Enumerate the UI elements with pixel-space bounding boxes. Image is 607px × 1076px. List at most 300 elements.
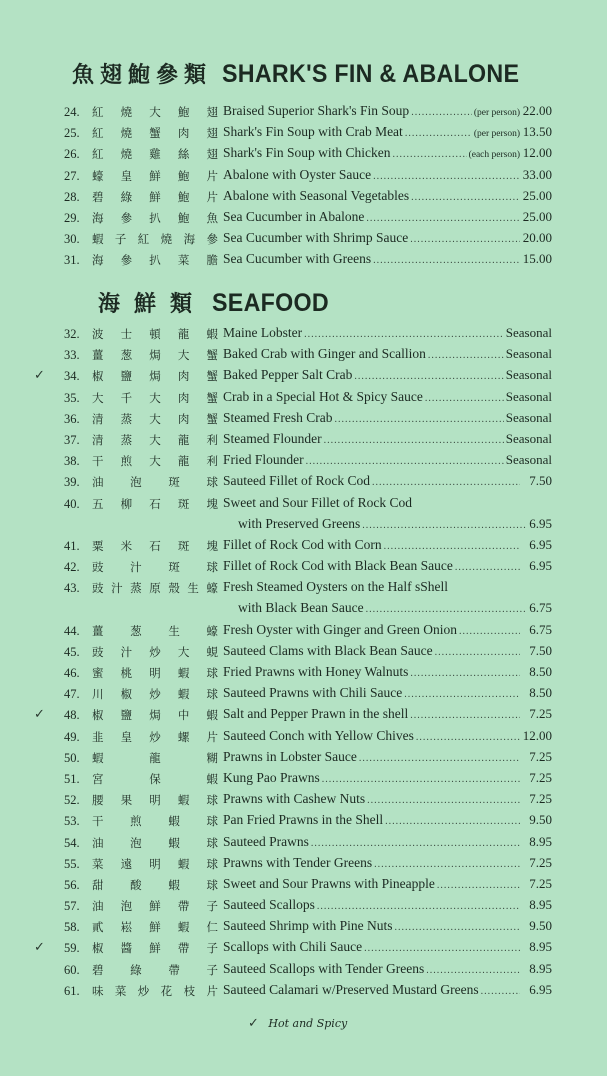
item-name-zh (92, 835, 218, 851)
item-line (223, 410, 552, 426)
item-price: 6.75 (529, 621, 552, 637)
zh-char: 宮 (92, 771, 104, 786)
item-name: Fillet of Rock Cod with Corn (223, 536, 382, 552)
zh-char: 大 (149, 432, 161, 447)
zh-char: 帶 (177, 899, 190, 914)
item-line-2 (238, 600, 552, 616)
zh-char: 汁 (111, 581, 123, 596)
menu-item (0, 981, 607, 1002)
item-name-zh (92, 856, 218, 872)
item-line (223, 103, 552, 119)
item-number: 42. (64, 560, 80, 575)
item-number: 56. (64, 877, 80, 892)
leader-dots (392, 149, 466, 160)
item-name: Sweet and Sour Prawns with Pineapple (223, 875, 435, 891)
item-price: 33.00 (522, 166, 552, 182)
menu-item (0, 557, 607, 578)
zh-char: 蝦 (177, 793, 190, 808)
zh-char: 菜 (177, 253, 190, 268)
section-title-zh: 魚翅鮑參類 (72, 62, 213, 88)
item-price: Seasonal (505, 388, 552, 404)
leader-dots (364, 943, 520, 954)
item-name-zh (92, 665, 218, 681)
item-price: 12.00 (522, 145, 552, 161)
zh-char: 菜 (114, 983, 127, 998)
item-name: Fresh Steamed Oysters on the Half sShell (223, 579, 448, 595)
item-line (223, 770, 552, 786)
item-name-zh (92, 432, 218, 448)
item-name: Sauteed Clams with Black Bean Sauce (223, 642, 433, 658)
item-name-zh (92, 792, 218, 808)
menu-item (0, 896, 607, 917)
item-name-zh (92, 813, 218, 829)
item-number: 51. (64, 771, 80, 786)
item-number: 37. (64, 432, 80, 447)
item-line (223, 855, 552, 871)
zh-char: 碧 (92, 962, 104, 977)
zh-char: 大 (177, 644, 190, 659)
menu-item (0, 684, 607, 705)
item-number: 29. (64, 210, 80, 225)
section-title-zh: 海鮮類 (98, 291, 207, 317)
item-name-zh (92, 962, 218, 978)
item-line (223, 685, 552, 701)
item-name-zh (92, 368, 218, 384)
item-name: Abalone with Oyster Sauce (223, 166, 372, 182)
zh-char: 燒 (120, 126, 133, 141)
zh-char: 斑 (177, 496, 190, 511)
item-name: Sauteed Shrimp with Pine Nuts (223, 918, 393, 934)
zh-char: 翅 (206, 147, 218, 162)
item-line (223, 982, 552, 998)
zh-char: 生 (168, 623, 180, 638)
zh-char: 焗 (149, 708, 161, 723)
item-line-2 (238, 516, 552, 532)
item-line (223, 728, 552, 744)
zh-char: 頓 (149, 327, 161, 341)
zh-char: 蝦 (177, 856, 190, 871)
item-line (223, 346, 552, 362)
zh-char: 肉 (177, 390, 190, 405)
menu-item (0, 875, 607, 896)
section-title-en: SHARK'S FIN & ABALONE (222, 60, 520, 88)
item-number: 47. (64, 687, 80, 702)
item-name-zh (92, 750, 218, 766)
zh-char: 韭 (92, 729, 104, 744)
zh-char: 石 (149, 496, 161, 511)
item-name: Sea Cucumber in Abalone (223, 208, 365, 224)
item-price: 6.95 (529, 558, 552, 574)
zh-char: 崧 (120, 920, 133, 935)
menu-item (0, 536, 607, 557)
zh-char: 大 (149, 411, 161, 426)
item-name-zh (92, 252, 218, 268)
menu-item (0, 451, 607, 472)
item-line (223, 622, 552, 638)
zh-char: 球 (206, 475, 218, 490)
leader-dots (324, 435, 504, 446)
leader-dots (317, 901, 520, 912)
zh-char: 肉 (177, 411, 190, 426)
menu-item (0, 748, 607, 769)
zh-char: 干 (92, 454, 104, 469)
leader-dots (410, 668, 520, 679)
item-name: Steamed Fresh Crab (223, 409, 333, 425)
zh-char: 蠔 (206, 623, 218, 638)
item-line (223, 145, 552, 161)
zh-char: 子 (206, 962, 218, 977)
item-line (223, 664, 552, 680)
menu-item (0, 663, 607, 684)
zh-char: 肉 (177, 126, 190, 141)
menu-item (0, 938, 607, 959)
leader-dots (304, 329, 504, 340)
zh-char: 蝦 (177, 687, 190, 702)
zh-char: 海 (92, 253, 104, 268)
leader-dots (374, 859, 520, 870)
item-number: 44. (64, 623, 80, 638)
zh-char: 葱 (120, 348, 133, 363)
leader-dots (405, 128, 472, 139)
item-number: 34. (64, 369, 80, 384)
item-name: Sea Cucumber with Greens (223, 251, 372, 267)
leader-dots (425, 393, 504, 404)
item-price: 6.95 (529, 981, 552, 997)
zh-char: 豉 (92, 560, 104, 575)
item-line (223, 167, 552, 183)
leader-dots (428, 350, 504, 361)
zh-char: 粟 (92, 538, 104, 553)
zh-char: 魚 (206, 210, 218, 225)
menu-item (0, 144, 607, 165)
item-line (223, 558, 552, 574)
leader-dots (416, 732, 520, 743)
item-price: 7.25 (529, 875, 552, 891)
leader-dots (362, 520, 527, 531)
zh-char: 炒 (149, 687, 161, 702)
menu-item (0, 769, 607, 790)
zh-char: 大 (92, 390, 104, 405)
item-price: 8.95 (529, 897, 552, 913)
zh-char: 蠔 (206, 581, 218, 596)
zh-char: 蟹 (206, 411, 218, 426)
item-price: 7.50 (529, 473, 552, 489)
zh-char: 綠 (130, 962, 142, 977)
checkmark-icon: ✓ (34, 940, 45, 956)
zh-char: 汁 (120, 644, 133, 659)
item-price: 6.95 (529, 515, 552, 531)
zh-char: 蝦 (92, 232, 104, 247)
zh-char: 鹽 (120, 708, 133, 723)
item-price: Seasonal (505, 325, 552, 340)
zh-char: 綠 (120, 189, 133, 204)
zh-char: 菜 (92, 856, 104, 871)
item-name-zh (92, 189, 218, 205)
menu-item (0, 854, 607, 875)
item-name: Fried Flounder (223, 452, 304, 468)
zh-char: 球 (206, 666, 218, 681)
zh-char: 帶 (177, 941, 190, 956)
zh-char: 球 (206, 877, 218, 892)
item-name: Sauteed Calamari w/Preserved Mustard Greens (223, 981, 479, 997)
item-note: (each person) (468, 150, 520, 161)
item-line (223, 124, 552, 140)
zh-char: 貳 (92, 920, 104, 935)
leader-dots (437, 880, 520, 891)
item-number: 53. (64, 814, 80, 829)
item-line (223, 473, 552, 489)
zh-char: 椒 (120, 687, 133, 702)
zh-char: 炒 (149, 644, 161, 659)
menu-item (0, 578, 607, 620)
zh-char: 腰 (92, 793, 104, 808)
zh-char: 薑 (92, 623, 104, 638)
item-name: Sauteed Prawns (223, 833, 309, 849)
item-name: Shark's Fin Soup with Chicken (223, 145, 391, 161)
zh-char: 味 (92, 983, 104, 998)
leader-dots (455, 562, 520, 573)
zh-char: 海 (92, 210, 104, 225)
item-name: Prawns in Lobster Sauce (223, 748, 357, 764)
item-name: Pan Fried Prawns in the Shell (223, 812, 384, 828)
zh-char: 波 (92, 327, 104, 341)
zh-char: 保 (149, 771, 161, 786)
item-price: 7.50 (529, 642, 552, 658)
zh-char: 蝦 (177, 920, 190, 935)
zh-char: 醬 (120, 941, 133, 956)
leader-dots (395, 922, 521, 933)
item-number: 45. (64, 644, 80, 659)
zh-char: 龍 (177, 432, 190, 447)
item-name: Shark's Fin Soup with Crab Meat (223, 124, 403, 140)
zh-char: 鹽 (120, 369, 133, 384)
zh-char: 生 (187, 581, 199, 596)
zh-char: 參 (206, 232, 218, 247)
zh-char: 大 (177, 348, 190, 363)
item-name-zh (92, 411, 218, 427)
zh-char: 紅 (137, 232, 150, 247)
item-name: Sauteed Scallops with Tender Greens (223, 960, 425, 976)
item-price: 25.00 (522, 187, 552, 203)
item-name: Sea Cucumber with Shrimp Sauce (223, 230, 409, 246)
item-line (223, 918, 552, 934)
item-number: 41. (64, 538, 80, 553)
leader-dots (410, 234, 520, 245)
item-number: 24. (64, 105, 80, 119)
item-price: Seasonal (505, 430, 552, 446)
zh-char: 葱 (130, 623, 142, 638)
item-line (223, 706, 552, 722)
zh-char: 鮑 (177, 210, 190, 225)
item-line (223, 230, 552, 246)
zh-char: 泡 (120, 899, 133, 914)
menu-item (0, 833, 607, 854)
item-name: Abalone with Seasonal Vegetables (223, 187, 410, 203)
zh-char: 鮮 (149, 899, 161, 914)
item-price: Seasonal (505, 367, 552, 383)
item-price: 9.50 (529, 918, 552, 934)
menu-item (0, 790, 607, 811)
item-name-zh (92, 347, 218, 363)
item-price: 8.95 (529, 833, 552, 849)
zh-char: 塊 (206, 496, 218, 511)
zh-char: 蝦 (177, 666, 190, 681)
zh-char: 鮮 (149, 920, 161, 935)
leader-dots (334, 414, 503, 425)
item-price: Seasonal (505, 346, 552, 362)
zh-char: 蟹 (206, 390, 218, 405)
zh-char: 汁 (130, 560, 142, 575)
zh-char: 塊 (206, 538, 218, 553)
item-price: 20.00 (522, 230, 552, 246)
leader-dots (385, 816, 520, 827)
zh-char: 碧 (92, 189, 104, 204)
item-number: 38. (64, 454, 80, 469)
zh-char: 椒 (92, 708, 104, 723)
item-name-zh (92, 898, 218, 914)
item-name-zh (92, 231, 218, 247)
leader-dots (373, 255, 520, 266)
leader-dots (372, 477, 520, 488)
leader-dots (373, 171, 520, 182)
zh-char: 子 (114, 232, 127, 247)
zh-char: 明 (149, 793, 161, 808)
leader-dots (411, 107, 472, 118)
item-name: Steamed Flounder (223, 430, 322, 446)
leader-dots (435, 647, 520, 658)
zh-char: 利 (206, 454, 218, 469)
item-name-zh (92, 496, 218, 512)
item-name-zh (92, 877, 218, 893)
leader-dots (459, 626, 520, 637)
item-name: Salt and Pepper Prawn in the shell (223, 706, 409, 722)
item-name: Sweet and Sour Fillet of Rock Cod (223, 494, 412, 510)
item-name-zh (92, 983, 218, 999)
item-number: 49. (64, 729, 80, 744)
menu-item (0, 811, 607, 832)
zh-char: 千 (120, 390, 133, 405)
leader-dots (306, 456, 504, 467)
item-name-zh (92, 474, 218, 490)
item-line (223, 749, 552, 765)
item-name: Prawns with Cashew Nuts (223, 791, 366, 807)
zh-char: 雞 (149, 147, 161, 162)
section-heading-seafood (98, 287, 338, 318)
zh-char: 斑 (168, 560, 180, 575)
zh-char: 蝦 (168, 835, 180, 850)
zh-char: 絲 (177, 147, 190, 162)
zh-char: 燒 (160, 232, 173, 247)
item-line (223, 431, 552, 447)
zh-char: 燒 (120, 147, 133, 162)
item-name: Fresh Oyster with Ginger and Green Onion (223, 621, 457, 637)
item-name-continued: with Preserved Greens (238, 515, 361, 531)
checkmark-icon: ✓ (34, 368, 45, 384)
item-line (223, 389, 552, 405)
zh-char: 球 (206, 793, 218, 808)
item-line (223, 961, 552, 977)
item-price: 9.50 (529, 812, 552, 828)
item-line (223, 495, 552, 511)
item-name: Braised Superior Shark's Fin Soup (223, 103, 410, 118)
item-line (223, 579, 552, 595)
item-name: Fillet of Rock Cod with Black Bean Sauce (223, 558, 453, 574)
item-number: 60. (64, 962, 80, 977)
item-price: 25.00 (522, 208, 552, 224)
item-name: Baked Crab with Ginger and Scallion (223, 346, 426, 362)
zh-char: 球 (206, 835, 218, 850)
zh-char: 蝦 (206, 708, 218, 723)
item-price: 6.75 (529, 600, 552, 616)
zh-char: 薑 (92, 348, 104, 363)
menu-item (0, 642, 607, 663)
zh-char: 扒 (149, 210, 161, 225)
legend-text: Hot and Spicy (268, 1017, 348, 1030)
menu-item (0, 229, 607, 250)
zh-char: 果 (120, 793, 133, 808)
zh-char: 焗 (149, 348, 161, 363)
item-note: (per person) (473, 108, 520, 118)
zh-char: 片 (206, 168, 218, 183)
item-name: Sauteed Scallops (223, 897, 315, 913)
leader-dots (410, 710, 520, 721)
zh-char: 干 (92, 814, 104, 829)
zh-char: 泡 (130, 475, 142, 490)
zh-char: 扒 (149, 253, 161, 268)
zh-char: 龍 (177, 327, 190, 341)
zh-char: 油 (92, 899, 104, 914)
zh-char: 煎 (130, 814, 142, 829)
leader-dots (481, 986, 520, 997)
zh-char: 子 (206, 899, 218, 914)
menu-item (0, 409, 607, 430)
menu-item (0, 430, 607, 451)
item-name-zh (92, 125, 218, 141)
item-number: 52. (64, 793, 80, 808)
zh-char: 清 (92, 411, 104, 426)
item-name-continued: with Black Bean Sauce (238, 600, 364, 616)
item-number: 30. (64, 232, 80, 247)
zh-char: 甜 (92, 877, 104, 892)
zh-char: 鮑 (177, 168, 190, 183)
item-number: 48. (64, 708, 80, 723)
menu-item (0, 960, 607, 981)
zh-char: 石 (149, 538, 161, 553)
item-line (223, 367, 552, 383)
item-number: 50. (64, 750, 80, 765)
menu-item (0, 345, 607, 366)
item-line (223, 537, 552, 553)
zh-char: 米 (120, 538, 133, 553)
menu-item (0, 250, 607, 271)
item-name-zh (92, 644, 218, 660)
item-name-zh (92, 210, 218, 226)
item-price: Seasonal (505, 409, 552, 425)
zh-char: 蒸 (130, 581, 142, 596)
zh-char: 龍 (149, 750, 161, 765)
item-name: Baked Pepper Salt Crab (223, 367, 353, 383)
item-number: 54. (64, 835, 80, 850)
zh-char: 球 (206, 687, 218, 702)
zh-char: 螺 (177, 729, 190, 744)
zh-char: 紅 (92, 105, 104, 119)
zh-char: 五 (92, 496, 104, 511)
item-number: 31. (64, 253, 80, 268)
item-name-zh (92, 919, 218, 935)
item-number: 27. (64, 168, 80, 183)
zh-char: 泡 (130, 835, 142, 850)
zh-char: 紅 (92, 126, 104, 141)
